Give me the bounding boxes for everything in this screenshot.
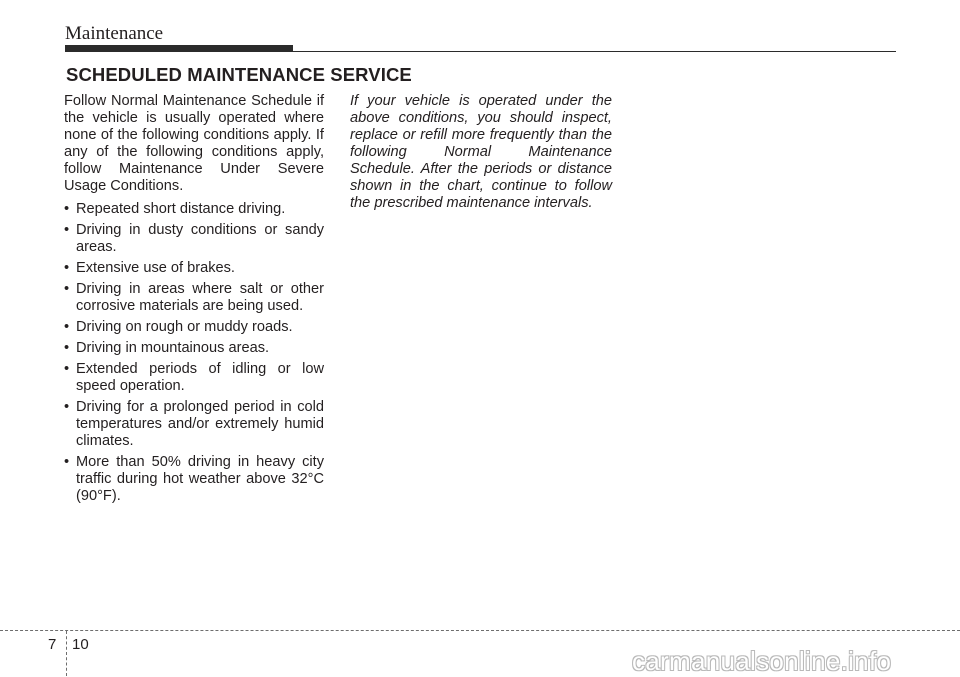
bullet-glyph: • <box>64 222 70 238</box>
footer-divider <box>0 630 960 631</box>
bullet-glyph: • <box>64 340 70 356</box>
condition-text: Extensive use of brakes. <box>76 260 235 276</box>
bullet-glyph: • <box>64 201 70 217</box>
watermark: carmanualsonline.info <box>632 646 892 676</box>
condition-text: More than 50% driving in heavy city traffic during hot weather above 32°C (90°F). <box>76 454 324 504</box>
header-rule-thick <box>65 45 293 52</box>
conditions-list <box>64 201 324 505</box>
bullet-glyph: • <box>64 260 70 276</box>
list-item <box>64 281 324 315</box>
footer-vertical-divider <box>66 631 67 676</box>
list-item <box>64 319 324 336</box>
bullet-glyph: • <box>64 319 70 335</box>
bullet-glyph: • <box>64 454 70 470</box>
list-item <box>64 222 324 256</box>
page-title: SCHEDULED MAINTENANCE SERVICE <box>66 64 412 85</box>
condition-text: Driving in mountainous areas. <box>76 340 270 356</box>
list-item <box>64 454 324 505</box>
list-item <box>64 399 324 450</box>
list-item <box>64 340 324 357</box>
bullet-glyph: • <box>64 361 70 377</box>
intro-paragraph: Follow Normal Maintenance Schedule if the vehicle is usually operated where none of the following conditions apply. If any of the following conditions apply, follow Maintenance Under Severe Usage Conditions. <box>64 93 324 194</box>
list-item <box>64 260 324 277</box>
list-item <box>64 361 324 395</box>
condition-text: Repeated short distance driving. <box>76 201 286 217</box>
chapter-number: 7 <box>48 636 57 653</box>
condition-text: Driving in areas where salt or other corrosive materials are being used. <box>76 281 324 314</box>
bullet-glyph: • <box>64 399 70 415</box>
condition-text: Extended periods of idling or low speed operation. <box>76 361 324 394</box>
left-column <box>64 93 324 509</box>
page-number: 10 <box>72 636 89 653</box>
severe-usage-note: If your vehicle is operated under the above conditions, you should inspect, replace or refill more frequently than the following Normal Maintenance Schedule. After the periods or distance shown in the chart, continue to follow the prescribed maintenance intervals. <box>350 93 612 211</box>
condition-text: Driving in dusty conditions or sandy areas. <box>76 222 324 255</box>
section-label: Maintenance <box>65 23 164 44</box>
header-rule-thin <box>293 51 896 52</box>
condition-text: Driving for a prolonged period in cold temperatures and/or extremely humid climates. <box>76 399 324 449</box>
condition-text: Driving on rough or muddy roads. <box>76 319 293 335</box>
right-column <box>350 93 612 212</box>
bullet-glyph: • <box>64 281 70 297</box>
list-item <box>64 201 324 218</box>
